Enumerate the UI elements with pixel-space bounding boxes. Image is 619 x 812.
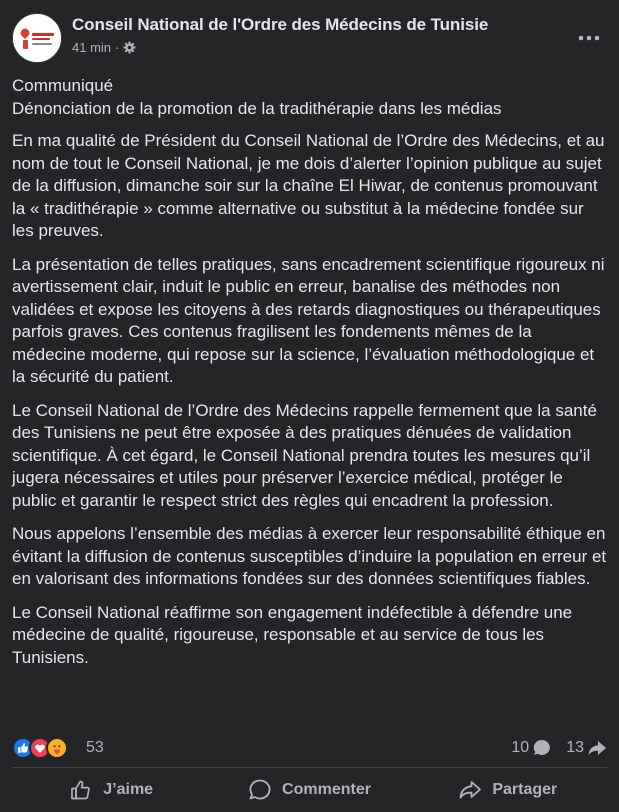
comments-count[interactable]: [511, 738, 552, 758]
share-button-label: Partager: [492, 781, 558, 798]
gear-icon: [123, 41, 136, 54]
more-options-button[interactable]: [571, 26, 607, 50]
post-paragraph: Le Conseil National réaffirme son engagement indéfectible à défendre une médecine de qualité, rigoureuse, responsable et au service de tous les Tunisiens.: [12, 602, 573, 667]
comments-count-value: 10: [511, 739, 530, 756]
logo-icon: [13, 14, 62, 63]
post-paragraph: En ma qualité de Président du Conseil National de l’Ordre des Médecins, et au nom de tout le Conseil National, je me dois d’alerter l’opinion publique au sujet de la diffusion, dimanche soir sur la chaîne El Hiwar, de contenus promouvant la « tradithérapie » comme alternative ou substitut à la médecine fondée sur les preuves.: [12, 131, 605, 240]
post-meta: [72, 40, 136, 55]
comment-icon: [532, 738, 552, 758]
like-icon: [69, 778, 93, 802]
share-icon: [458, 778, 482, 802]
post-paragraph: Le Conseil National de l’Ordre des Médecins rappelle fermement que la santé des Tunisiens ne peut être exposée à des pratiques dénuées de validation scientifique. À cet égard, le Conseil National prendra toutes les mesures qu’il jugera nécessaires et utiles pour préserver l’exercice médical, protéger le public et garantir le respect strict des règles qui encadrent la profession.: [12, 400, 597, 510]
reactions-summary[interactable]: [12, 735, 104, 761]
like-button-label: J’aime: [103, 781, 154, 798]
post-time[interactable]: 41 min: [72, 40, 112, 55]
post-body: [12, 75, 608, 680]
share-icon: [587, 738, 607, 758]
post-paragraph: La présentation de telles pratiques, sans encadrement scientifique rigoureux ni avertissement clair, induit le public en erreur, banalise des méthodes non validées et expose les citoyens à des retards diagnostiques ou thérapeutiques parfois graves. Ces contenus fragilisent les fondements mêmes de la médecine moderne, qui repose sur la science, l’évaluation méthodologique et la sécurité du patient.: [12, 254, 605, 386]
post-stats: [511, 736, 607, 760]
post-paragraph: Nous appelons l’ensemble des médias à exercer leur responsabilité éthique en évitant la diffusion de contenus susceptibles d’induire la population en erreur et en valorisant des informations fondées sur des données scientifiques fiables.: [12, 524, 607, 588]
more-icon: [578, 35, 600, 41]
shares-count[interactable]: [566, 738, 607, 758]
like-button[interactable]: [12, 768, 210, 812]
post-title: [12, 75, 608, 120]
comment-button-label: Commenter: [282, 781, 371, 798]
post-title-line2: Dénonciation de la promotion de la tradithérapie dans les médias: [12, 98, 502, 118]
shares-count-value: 13: [566, 739, 584, 756]
comment-icon: [248, 778, 272, 802]
share-button[interactable]: [409, 768, 607, 812]
page-name[interactable]: Conseil National de l'Ordre des Médecins de Tunisie: [72, 15, 489, 34]
action-bar: [12, 768, 607, 812]
reaction-count[interactable]: 53: [86, 739, 104, 756]
care-icon: [46, 737, 68, 759]
post-header: [12, 12, 607, 64]
post-title-line1: Communiqué: [12, 76, 114, 95]
page-avatar[interactable]: [12, 13, 62, 63]
comment-button[interactable]: [210, 768, 408, 812]
meta-separator: ·: [115, 40, 120, 55]
reaction-icons: [12, 736, 84, 760]
